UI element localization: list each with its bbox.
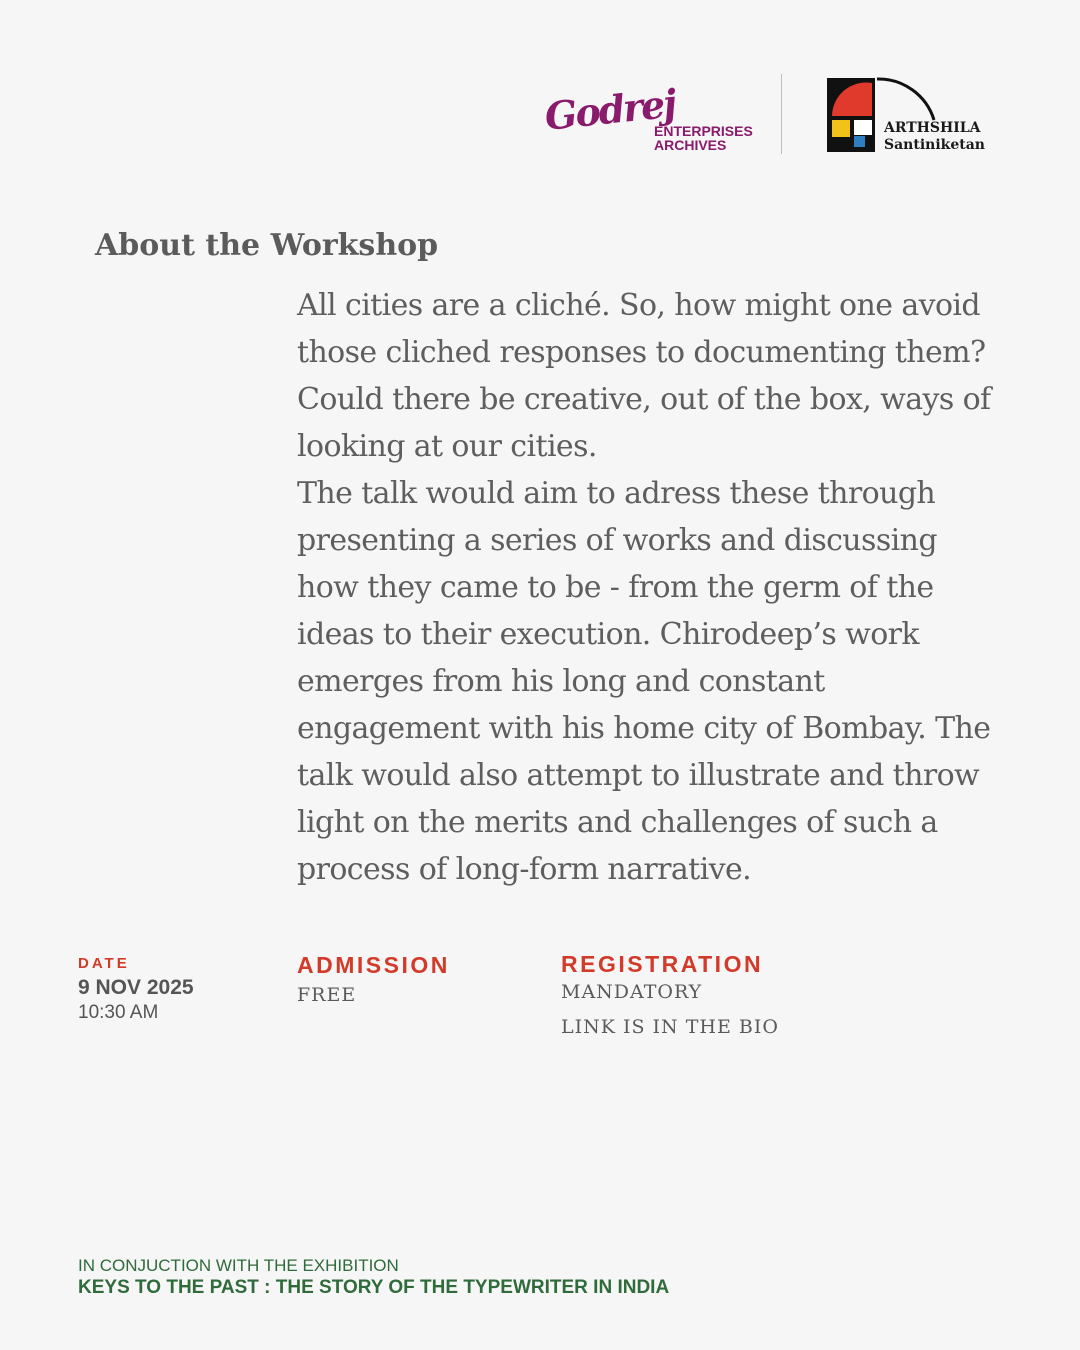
godrej-enterprises-archives bbox=[654, 124, 753, 152]
registration-value: MANDATORY bbox=[561, 981, 703, 1003]
arthshila-name bbox=[884, 120, 985, 154]
date-label: DATE bbox=[78, 955, 130, 972]
logo-divider bbox=[781, 74, 782, 154]
arthshila-square-yellow bbox=[832, 120, 850, 137]
godrej-sub-line2: ARCHIVES bbox=[654, 137, 727, 153]
registration-note: LINK IS IN THE BIO bbox=[561, 1016, 779, 1038]
arthshila-square-white bbox=[854, 120, 872, 135]
about-paragraph-2: The talk would aim to adress these through presenting a series of works and discussing how they came to be - from the germ of the ideas to their execution. Chirodeep’s work emerges from his long and constant engagement with his home city of Bombay. The talk would also attempt to illustrate and throw light on the merits and challenges of such a process of long-form narrative. bbox=[297, 476, 991, 887]
about-title: About the Workshop bbox=[95, 228, 439, 263]
godrej-sub-line1: ENTERPRISES bbox=[654, 123, 753, 139]
godrej-wordmark: Godrej bbox=[542, 80, 677, 139]
footer-conjunction: IN CONJUCTION WITH THE EXHIBITION bbox=[78, 1256, 399, 1275]
arthshila-line2: Santiniketan bbox=[884, 137, 985, 153]
about-paragraph-1: All cities are a cliché. So, how might one avoid those cliched responses to documenting them? Could there be creative, out of the box, ways of looking at our cities. bbox=[297, 288, 991, 464]
admission-label: ADMISSION bbox=[297, 952, 450, 978]
header-logos bbox=[542, 72, 995, 157]
arthshila-square-blue bbox=[854, 136, 865, 147]
footer-exhibition-title: KEYS TO THE PAST : THE STORY OF THE TYPEWRITER IN INDIA bbox=[78, 1277, 670, 1298]
time-value: 10:30 AM bbox=[78, 1002, 159, 1023]
about-body bbox=[297, 282, 997, 893]
registration-label: REGISTRATION bbox=[561, 951, 764, 977]
date-value: 9 NOV 2025 bbox=[78, 976, 194, 999]
admission-value: FREE bbox=[297, 984, 357, 1006]
arthshila-line1: ARTHSHILA bbox=[884, 120, 981, 136]
arthshila-arc bbox=[877, 79, 934, 120]
